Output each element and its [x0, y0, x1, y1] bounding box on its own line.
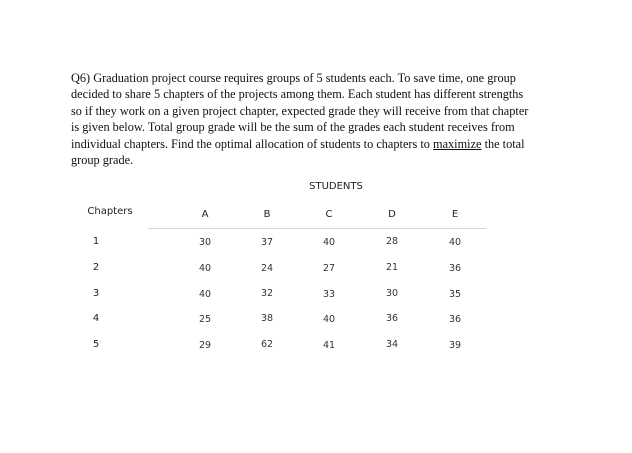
cell: 30	[385, 288, 399, 299]
row-label-chapter-3: 3	[92, 288, 100, 299]
cell: 25	[198, 314, 212, 325]
cell: 29	[198, 340, 212, 351]
cell: 36	[448, 314, 462, 325]
cell: 37	[260, 237, 274, 248]
cell: 24	[260, 263, 274, 274]
question-line-5-end: the total	[481, 136, 525, 151]
question-text	[71, 70, 561, 168]
row-label-chapter-4: 4	[92, 313, 100, 324]
row-label-chapter-5: 5	[92, 339, 100, 350]
cell: 40	[198, 263, 212, 274]
cell: 34	[385, 339, 399, 350]
question-line-3: so if they work on a given project chapter, expected grade they will receive from that chapter	[71, 103, 529, 118]
cell: 38	[260, 313, 274, 324]
cell: 35	[448, 289, 462, 300]
cell: 36	[385, 313, 399, 324]
question-line-2: decided to share 5 chapters of the projects among them. Each student has different strengths	[71, 87, 524, 102]
row-label-chapter-1: 1	[92, 236, 100, 247]
question-line-1: Q6) Graduation project course requires groups of 5 students each. To save time, one group	[71, 71, 516, 85]
cell: 62	[260, 339, 274, 350]
column-header-d: D	[388, 209, 396, 220]
question-line-5-start: individual chapters. Find the optimal allocation of students to chapters to	[71, 136, 434, 151]
column-header-e: E	[451, 209, 459, 220]
cell: 40	[448, 237, 462, 248]
question-line-4: is given below. Total group grade will be the sum of the grades each student receives from	[71, 120, 515, 135]
column-header-b: B	[263, 209, 271, 220]
cell: 21	[385, 262, 399, 273]
cell: 33	[322, 289, 336, 300]
cell: 40	[198, 289, 212, 300]
cell: 30	[198, 237, 212, 248]
row-label-chapter-2: 2	[92, 262, 100, 273]
cell: 39	[448, 340, 462, 351]
column-header-c: C	[325, 209, 333, 220]
header-divider	[148, 228, 486, 229]
question-line-6: group grade.	[71, 153, 134, 168]
cell: 32	[260, 288, 274, 299]
cell: 36	[448, 263, 462, 274]
column-header-a: A	[201, 209, 209, 220]
cell: 28	[385, 236, 399, 247]
cell: 41	[322, 340, 336, 351]
maximize-emphasis: maximize	[433, 136, 482, 151]
cell: 27	[322, 263, 336, 274]
cell: 40	[322, 314, 336, 325]
students-label: STUDENTS	[309, 181, 363, 192]
cell: 40	[322, 237, 336, 248]
question-line-5	[71, 136, 561, 152]
chapters-header: Chapters	[87, 206, 133, 217]
